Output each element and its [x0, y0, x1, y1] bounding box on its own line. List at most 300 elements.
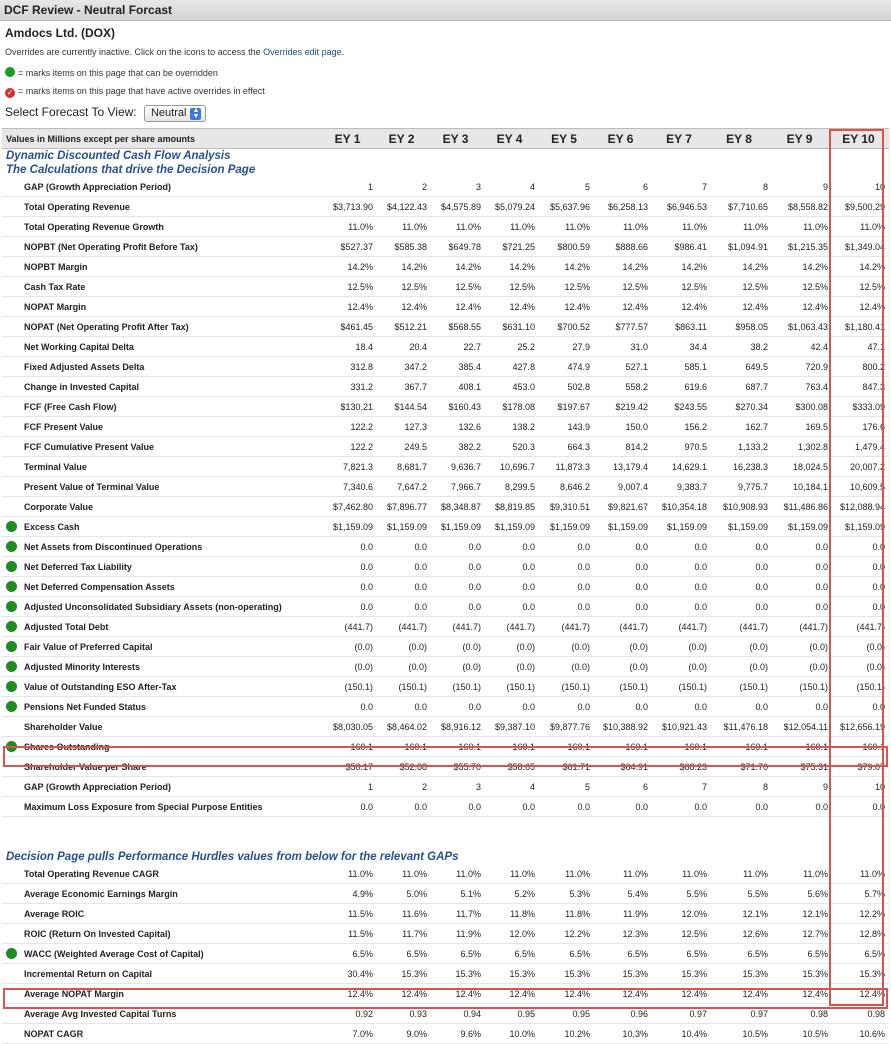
table-cell: 11.0% [743, 221, 768, 232]
table-spacer-row [2, 817, 889, 837]
table-cell: 0.0 [872, 581, 885, 592]
column-header-9: EY 9 [771, 129, 831, 149]
table-row [2, 617, 889, 637]
table-row [2, 217, 889, 237]
table-cell: 27.9 [572, 341, 590, 352]
table-cell: 0.0 [414, 801, 427, 812]
table-cell: 0.0 [468, 601, 481, 612]
row-label-text: NOPAT Margin [24, 301, 87, 312]
table-cell: (0.0) [866, 661, 885, 672]
table-cell: 5.2% [514, 888, 535, 899]
table-cell: 7,647.2 [396, 481, 427, 492]
table-cell: 0.0 [414, 701, 427, 712]
dcf-table [2, 128, 889, 1044]
column-header-10: EY 10 [831, 129, 889, 149]
table-cell: 0.0 [635, 541, 648, 552]
row-label [2, 497, 322, 517]
table-cell: 0.0 [468, 561, 481, 572]
table-cell: $8,916.12 [440, 721, 481, 732]
section-spacer [771, 149, 831, 178]
table-cell: 1,302.8 [797, 441, 828, 452]
table-cell: 8,681.7 [396, 461, 427, 472]
table-cell: 5.4% [627, 888, 648, 899]
row-label-text: FCF Present Value [24, 421, 104, 432]
table-cell: 0.0 [694, 801, 707, 812]
table-cell: $9,387.10 [494, 721, 535, 732]
table-cell: 5.5% [686, 888, 707, 899]
table-cell: 9,383.7 [676, 481, 707, 492]
table-cell: 0.0 [577, 601, 590, 612]
row-label [2, 377, 322, 397]
table-cell: $800.59 [557, 241, 590, 252]
table-cell: 11.9% [623, 908, 648, 919]
row-label-text: Change in Invested Capital [24, 381, 140, 392]
table-cell: (0.0) [866, 641, 885, 652]
section-dcf-title-line: Dynamic Discounted Cash Flow Analysis [6, 150, 231, 162]
table-cell: $12,054.11 [783, 721, 828, 732]
table-cell: 6.5% [627, 948, 648, 959]
table-cell: 970.5 [684, 441, 707, 452]
table-cell: 12.5% [622, 281, 648, 292]
table-cell: 11.7% [456, 908, 481, 919]
table-row [2, 697, 889, 717]
row-label-text: GAP (Growth Appreciation Period) [24, 181, 172, 192]
table-cell: 720.9 [805, 361, 828, 372]
table-cell: 12.4% [455, 301, 481, 312]
table-cell: $178.08 [502, 401, 535, 412]
table-cell: 22.7 [463, 341, 481, 352]
table-cell: 0.0 [635, 601, 648, 612]
table-cell: 0.0 [815, 801, 828, 812]
table-cell: 12.5% [401, 281, 427, 292]
table-row [2, 944, 889, 964]
table-row [2, 337, 889, 357]
override-dot-icon[interactable] [6, 521, 17, 532]
section-hurdles-title [2, 836, 593, 864]
row-label [2, 297, 322, 317]
table-row [2, 317, 889, 337]
column-header-2: EY 2 [376, 129, 430, 149]
overrides-edit-link[interactable]: Overrides edit page [263, 47, 342, 57]
table-cell: $1,159.09 [844, 521, 885, 532]
override-dot-icon[interactable] [6, 661, 17, 672]
table-cell: $4,122.43 [386, 201, 427, 212]
table-cell: 11.0% [456, 221, 481, 232]
table-cell: 9 [822, 181, 828, 192]
table-cell: 12.5% [509, 281, 535, 292]
table-cell: 11.0% [682, 221, 707, 232]
row-label-text: NOPBT (Net Operating Profit Before Tax) [24, 241, 198, 252]
table-cell: (150.1) [678, 681, 707, 692]
green-dot-icon [5, 67, 15, 77]
table-row [2, 297, 889, 317]
table-cell: 127.3 [404, 421, 427, 432]
table-row [2, 1024, 889, 1044]
table-cell: (441.7) [856, 621, 885, 632]
table-cell: 0.0 [815, 541, 828, 552]
table-cell: 7,340.6 [342, 481, 373, 492]
row-label-text: Total Operating Revenue [24, 201, 130, 212]
table-cell: 5.3% [569, 888, 590, 899]
row-label [2, 517, 322, 537]
table-cell: 15.3% [742, 968, 768, 979]
table-cell: 38.2 [750, 341, 768, 352]
table-cell: 12.4% [622, 301, 648, 312]
table-row [2, 477, 889, 497]
table-cell: $8,348.87 [440, 501, 481, 512]
table-cell: 5.7% [864, 888, 885, 899]
table-cell: 176.6 [862, 421, 885, 432]
table-cell: 9,636.7 [450, 461, 481, 472]
table-cell: 6 [642, 781, 648, 792]
table-cell: 312.8 [350, 361, 373, 372]
row-label-text: Adjusted Unconsolidated Subsidiary Assets (non-operating) [24, 601, 282, 612]
table-cell: 11.0% [456, 868, 481, 879]
table-cell: 0.0 [360, 581, 373, 592]
table-row [2, 777, 889, 797]
forecast-select[interactable] [144, 105, 206, 122]
table-cell: 11.0% [623, 221, 648, 232]
section-spacer [771, 836, 831, 864]
table-cell: 0.0 [872, 801, 885, 812]
row-label [2, 944, 322, 964]
table-cell: 11.5% [348, 908, 373, 919]
override-dot-icon[interactable] [6, 601, 17, 612]
table-cell: $700.52 [557, 321, 590, 332]
table-cell: 15.3% [401, 968, 427, 979]
table-row [2, 677, 889, 697]
section-spacer [593, 836, 651, 864]
table-cell: 15.3% [622, 968, 648, 979]
table-cell: 12.2% [564, 928, 590, 939]
table-cell: 0.0 [872, 701, 885, 712]
table-cell: 169.5 [805, 421, 828, 432]
override-dot-icon[interactable] [6, 681, 17, 692]
forecast-selector [5, 105, 206, 122]
table-cell: 12.0% [509, 928, 535, 939]
table-cell: 10.6% [859, 1028, 885, 1039]
table-row [2, 657, 889, 677]
table-cell: $958.05 [735, 321, 768, 332]
table-cell: $300.08 [795, 401, 828, 412]
row-label-text: Net Working Capital Delta [24, 341, 134, 352]
table-cell: (150.1) [398, 681, 427, 692]
table-cell: 5.5% [747, 888, 768, 899]
table-cell: $52.88 [399, 761, 427, 772]
table-cell: (150.1) [452, 681, 481, 692]
table-cell: 1,133.2 [737, 441, 768, 452]
table-cell: $777.57 [615, 321, 648, 332]
table-cell: 42.4 [810, 341, 828, 352]
override-dot-icon[interactable] [6, 541, 17, 552]
table-cell: $55.70 [453, 761, 481, 772]
table-cell: 12.4% [742, 988, 768, 999]
override-dot-icon[interactable] [6, 641, 17, 652]
table-cell: (441.7) [799, 621, 828, 632]
table-cell: 12.4% [401, 301, 427, 312]
row-label [2, 984, 322, 1004]
row-label-text: Adjusted Minority Interests [24, 661, 141, 672]
table-cell: 14.2% [564, 261, 590, 272]
table-cell: 0.0 [872, 601, 885, 612]
table-cell: 0.95 [517, 1008, 535, 1019]
table-cell: 1 [367, 181, 373, 192]
table-row [2, 257, 889, 277]
override-dot-icon[interactable] [6, 741, 17, 752]
table-cell: (0.0) [629, 641, 648, 652]
table-cell: 14.2% [347, 261, 373, 272]
row-label [2, 257, 322, 277]
table-cell: 0.0 [755, 701, 768, 712]
table-cell: 12.4% [509, 988, 535, 999]
table-cell: 14.2% [681, 261, 707, 272]
table-cell: 11.6% [402, 908, 427, 919]
table-cell: 11.0% [348, 868, 373, 879]
table-cell: 367.7 [404, 381, 427, 392]
table-cell: 4 [529, 781, 535, 792]
row-label-text: ROIC (Return On Invested Capital) [24, 928, 171, 939]
table-cell: 12.5% [681, 928, 707, 939]
table-cell: 12.3% [622, 928, 648, 939]
table-cell: 31.0 [630, 341, 648, 352]
legend-green-text: = marks items on this page that can be overridden [18, 68, 218, 78]
table-cell: $7,462.80 [332, 501, 373, 512]
row-label-text: Total Operating Revenue CAGR [24, 868, 159, 879]
table-cell: 30.4% [347, 968, 373, 979]
table-cell: 11.8% [510, 908, 535, 919]
row-label [2, 477, 322, 497]
table-cell: 347.2 [404, 361, 427, 372]
table-cell: $1,159.09 [386, 521, 427, 532]
row-label-text: Present Value of Terminal Value [24, 481, 160, 492]
table-cell: 558.2 [625, 381, 648, 392]
row-label [2, 437, 322, 457]
table-cell: 11.0% [402, 221, 427, 232]
row-label [2, 457, 322, 477]
table-cell: 11.0% [743, 868, 768, 879]
table-cell: 0.0 [360, 561, 373, 572]
table-cell: (150.1) [344, 681, 373, 692]
table-cell: $568.55 [448, 321, 481, 332]
table-cell: 0.0 [755, 561, 768, 572]
table-cell: 160.1 [404, 741, 427, 752]
table-cell: 0.0 [360, 541, 373, 552]
table-cell: 0.0 [694, 601, 707, 612]
table-cell: 9 [822, 781, 828, 792]
override-dot-icon[interactable] [6, 561, 17, 572]
table-cell: 11.0% [348, 221, 373, 232]
row-label-text: NOPAT (Net Operating Profit After Tax) [24, 321, 189, 332]
table-cell: (150.1) [619, 681, 648, 692]
table-cell: $986.41 [674, 241, 707, 252]
section-spacer [593, 149, 651, 178]
section-spacer [831, 836, 889, 864]
table-cell: 13,179.4 [612, 461, 648, 472]
header-label: Values in Millions except per share amounts [2, 129, 322, 149]
table-cell: 382.2 [458, 441, 481, 452]
section-spacer [710, 149, 771, 178]
table-cell: $10,908.93 [722, 501, 768, 512]
table-cell: $219.42 [615, 401, 648, 412]
column-header-5: EY 5 [538, 129, 593, 149]
table-cell: 12.5% [455, 281, 481, 292]
table-cell: 527.1 [625, 361, 648, 372]
table-cell: 11,873.3 [555, 461, 590, 472]
table-cell: 664.3 [567, 441, 590, 452]
table-cell: (441.7) [739, 621, 768, 632]
row-label [2, 657, 322, 677]
table-cell: (441.7) [452, 621, 481, 632]
table-cell: 10 [874, 181, 885, 192]
table-cell: (150.1) [739, 681, 768, 692]
table-cell: 0.0 [468, 541, 481, 552]
table-row [2, 377, 889, 397]
table-cell: 162.7 [745, 421, 768, 432]
table-cell: 0.0 [815, 581, 828, 592]
row-label-text: FCF (Free Cash Flow) [24, 401, 117, 412]
table-cell: $1,159.09 [607, 521, 648, 532]
table-cell: 0.0 [360, 801, 373, 812]
row-label [2, 197, 322, 217]
table-cell: 143.9 [567, 421, 590, 432]
table-cell: 502.8 [567, 381, 590, 392]
table-cell: 0.0 [635, 701, 648, 712]
table-cell: 12.4% [347, 988, 373, 999]
row-label-text: Net Assets from Discontinued Operations [24, 541, 203, 552]
table-cell: 0.0 [522, 541, 535, 552]
table-cell: $243.55 [674, 401, 707, 412]
table-cell: $79.07 [857, 761, 885, 772]
table-cell: 0.0 [694, 701, 707, 712]
table-cell: 474.9 [567, 361, 590, 372]
row-label-text: Terminal Value [24, 461, 87, 472]
table-cell: 0.98 [867, 1008, 885, 1019]
table-cell: 12.4% [455, 988, 481, 999]
table-cell: 0.94 [463, 1008, 481, 1019]
table-cell: 7.0% [352, 1028, 373, 1039]
table-cell: 0.97 [750, 1008, 768, 1019]
override-dot-icon[interactable] [6, 948, 17, 959]
row-label [2, 904, 322, 924]
override-dot-icon[interactable] [6, 621, 17, 632]
table-cell: 7 [701, 181, 707, 192]
table-cell: 5.6% [807, 888, 828, 899]
override-dot-icon[interactable] [6, 581, 17, 592]
table-cell: 11.0% [623, 868, 648, 879]
table-row [2, 1004, 889, 1024]
table-cell: 15.3% [509, 968, 535, 979]
table-cell: (0.0) [809, 661, 828, 672]
row-label [2, 697, 322, 717]
table-cell: 0.0 [755, 801, 768, 812]
row-label [2, 677, 322, 697]
table-cell: 8 [762, 781, 768, 792]
table-cell: 10,696.7 [499, 461, 535, 472]
row-label-text: Shares Outstanding [24, 741, 110, 752]
table-cell: 12.4% [347, 301, 373, 312]
table-cell: 12.5% [859, 281, 885, 292]
table-cell: (441.7) [619, 621, 648, 632]
table-cell: 0.0 [414, 601, 427, 612]
row-label-text: NOPAT CAGR [24, 1028, 84, 1039]
table-cell: 12.4% [401, 988, 427, 999]
table-cell: 11.0% [803, 868, 828, 879]
override-dot-icon[interactable] [6, 701, 17, 712]
column-header-7: EY 7 [651, 129, 710, 149]
table-cell: 619.6 [684, 381, 707, 392]
table-cell: 160.1 [684, 741, 707, 752]
table-cell: 800.2 [862, 361, 885, 372]
legend-green [5, 67, 218, 78]
table-cell: 0.95 [572, 1008, 590, 1019]
table-cell: (0.0) [462, 641, 481, 652]
row-label-text: NOPBT Margin [24, 261, 88, 272]
table-cell: 0.0 [468, 581, 481, 592]
table-row [2, 637, 889, 657]
table-cell: (150.1) [799, 681, 828, 692]
table-cell: 11.5% [348, 928, 373, 939]
red-check-icon: ✓ [6, 88, 14, 97]
table-cell: (0.0) [749, 661, 768, 672]
table-cell: $64.91 [620, 761, 648, 772]
table-cell: 2 [421, 181, 427, 192]
table-cell: 249.5 [404, 441, 427, 452]
table-cell: 11.7% [402, 928, 427, 939]
section-spacer [831, 149, 889, 178]
row-label [2, 757, 322, 777]
select-arrows-icon: ▲ ▼ [190, 108, 201, 120]
table-cell: $10,388.92 [602, 721, 648, 732]
table-cell: 0.0 [522, 601, 535, 612]
table-cell: 0.0 [522, 581, 535, 592]
section-hurdles-title-line: Decision Page pulls Performance Hurdles values from below for the relevant GAPs [6, 851, 459, 863]
table-cell: 5 [584, 181, 590, 192]
table-cell: $1,159.09 [494, 521, 535, 532]
section-spacer [651, 836, 710, 864]
table-cell: 6.5% [569, 948, 590, 959]
table-cell: 0.0 [872, 561, 885, 572]
table-cell: 156.2 [684, 421, 707, 432]
table-cell: 12.5% [802, 281, 828, 292]
window-title-bar [0, 0, 891, 21]
table-cell: 15.3% [681, 968, 707, 979]
table-cell: $4,575.89 [440, 201, 481, 212]
table-cell: 585.1 [684, 361, 707, 372]
table-cell: $6,946.53 [666, 201, 707, 212]
row-label [2, 317, 322, 337]
table-cell: $649.78 [448, 241, 481, 252]
overrides-note [5, 47, 344, 57]
table-cell: 7,966.7 [450, 481, 481, 492]
row-label-text: Incremental Return on Capital [24, 968, 153, 979]
table-row [2, 864, 889, 884]
table-cell: (0.0) [462, 661, 481, 672]
table-cell: 12.5% [564, 281, 590, 292]
table-row [2, 717, 889, 737]
forecast-selected-value: Neutral [150, 107, 187, 119]
table-cell: (0.0) [629, 661, 648, 672]
table-cell: $1,159.09 [440, 521, 481, 532]
table-cell: 16,238.3 [732, 461, 768, 472]
table-cell: 0.0 [694, 541, 707, 552]
table-cell: 11.0% [803, 221, 828, 232]
table-cell: 14,629.1 [671, 461, 707, 472]
table-cell: $144.54 [394, 401, 427, 412]
table-cell: $8,030.05 [332, 721, 373, 732]
table-cell: 12.1% [742, 908, 768, 919]
table-cell: $160.43 [448, 401, 481, 412]
table-cell: 122.2 [350, 421, 373, 432]
